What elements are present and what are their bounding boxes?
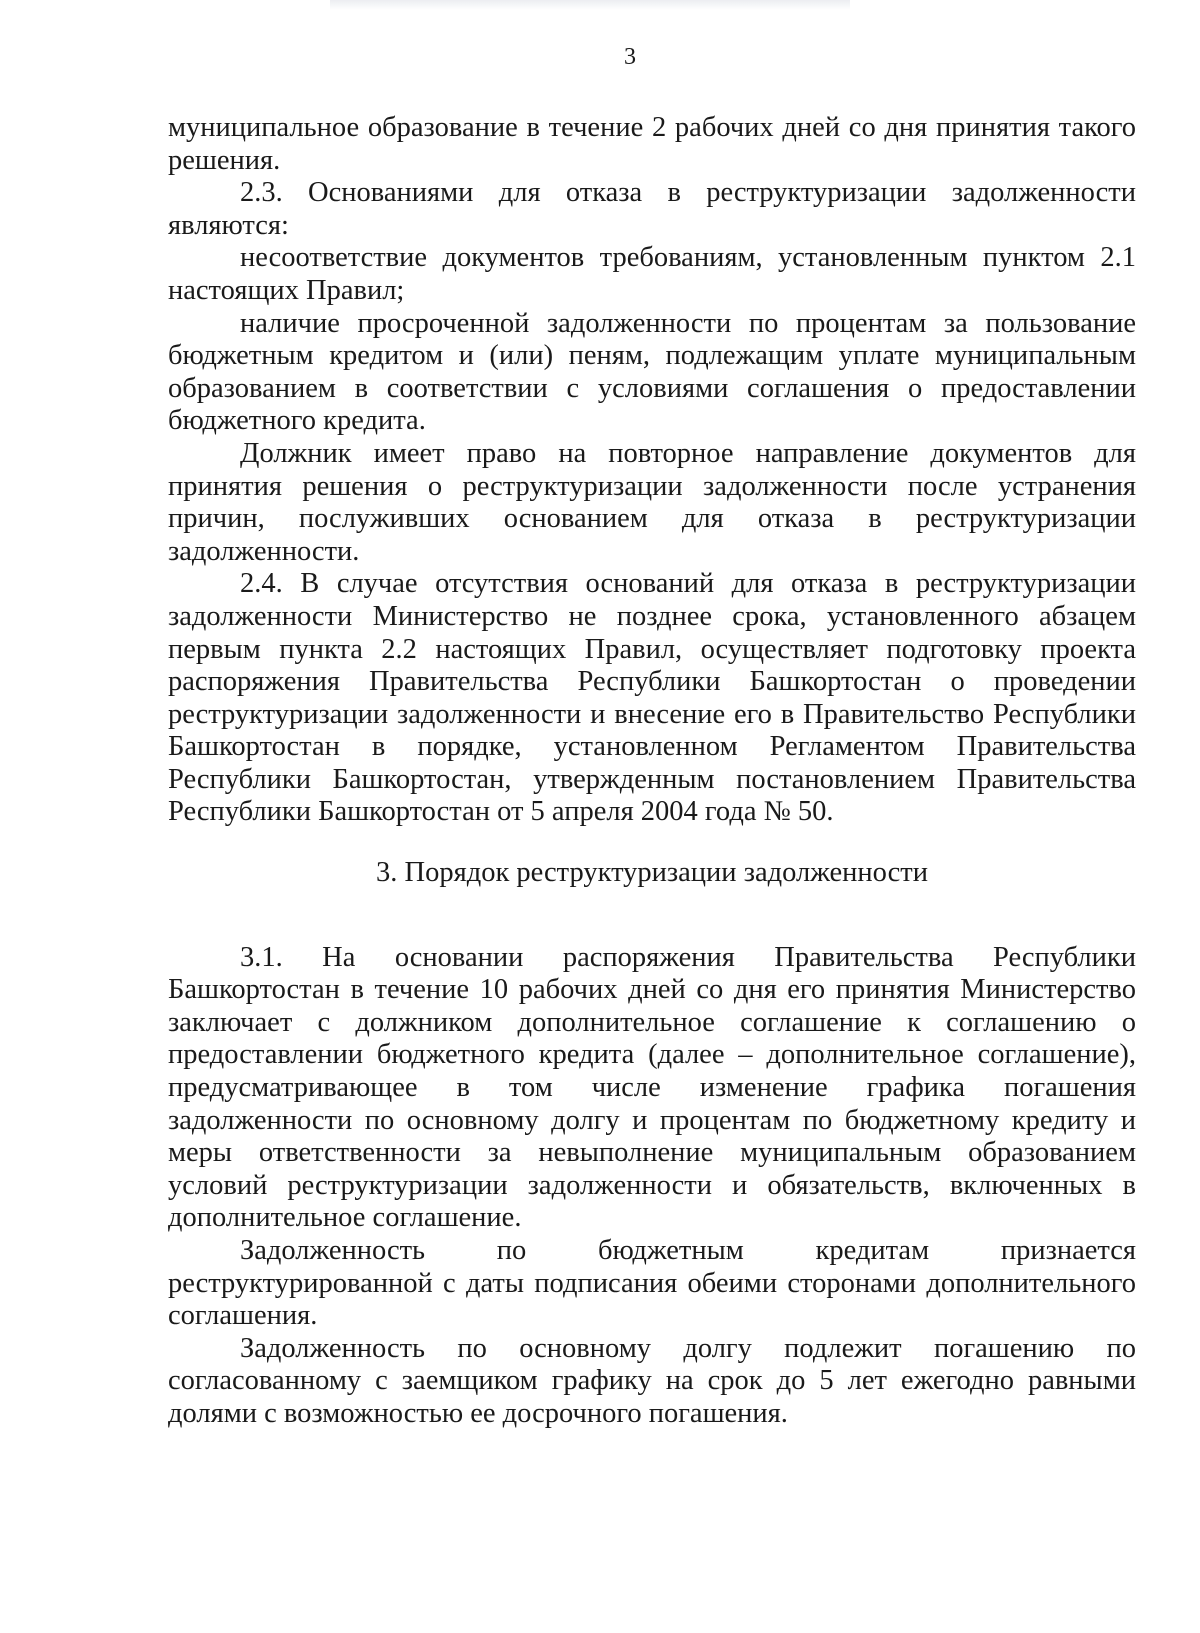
paragraph-resubmission-right: Должник имеет право на повторное направление документов для принятия решения о реструктуризации задолженности после устранения причин, послуживших основанием для отказа в реструктуризации задолженности. [168,437,1136,567]
paragraph-continuation: муниципальное образование в течение 2 рабочих дней со дня принятия такого решения. [168,112,1136,176]
scan-artifact [330,0,850,10]
paragraph-2-4: 2.4. В случае отсутствия оснований для отказа в реструктуризации задолженности Министерство не позднее срока, установленного абзацем первым пункта 2.2 настоящих Правил, осуществляет подготовку проекта распоряжения Правительства Республики Башкортостан о проведении реструктуризации задолженности и внесение его в Правительство Республики Башкортостан в порядке, установленном Регламентом Правительства Республики Башкортостан, утвержденным постановлением Правительства Республики Башкортостан от 5 апреля 2004 года № 50. [168,568,1136,828]
page-number: 3 [624,44,636,70]
paragraph-repayment-schedule: Задолженность по основному долгу подлежит погашению по согласованному с заемщиком графику на срок до 5 лет ежегодно равными долями с возможностью ее досрочного погашения. [168,1332,1136,1429]
section-heading: 3. Порядок реструктуризации задолженности [376,857,928,889]
paragraph-refusal-ground-2: наличие просроченной задолженности по процентам за пользование бюджетным кредитом и (или) пеням, подлежащим уплате муниципальным образованием в соответствии с условиями соглашения о предоставлении бюджетного кредита. [168,307,1136,437]
paragraph-restructured-status: Задолженность по бюджетным кредитам признается реструктурированной с даты подписания обеими сторонами дополнительного соглашения. [168,1235,1136,1332]
paragraph-2-3: 2.3. Основаниями для отказа в реструктуризации задолженности являются: [168,177,1136,241]
document-body [168,112,1136,1431]
paragraph-refusal-ground-1: несоответствие документов требованиям, установленным пунктом 2.1 настоящих Правил; [168,242,1136,306]
paragraph-3-1: 3.1. На основании распоряжения Правительства Республики Башкортостан в течение 10 рабочих дней со дня его принятия Министерство заключает с должником дополнительное соглашение к соглашению о предоставлении бюджетного кредита (далее – дополнительное соглашение), предусматривающее в том числе изменение графика погашения задолженности по основному долгу и процентам по бюджетному кредиту и меры ответственности за невыполнение муниципальным образованием условий реструктуризации задолженности и обязательств, включенных в дополнительное соглашение. [168,941,1136,1234]
